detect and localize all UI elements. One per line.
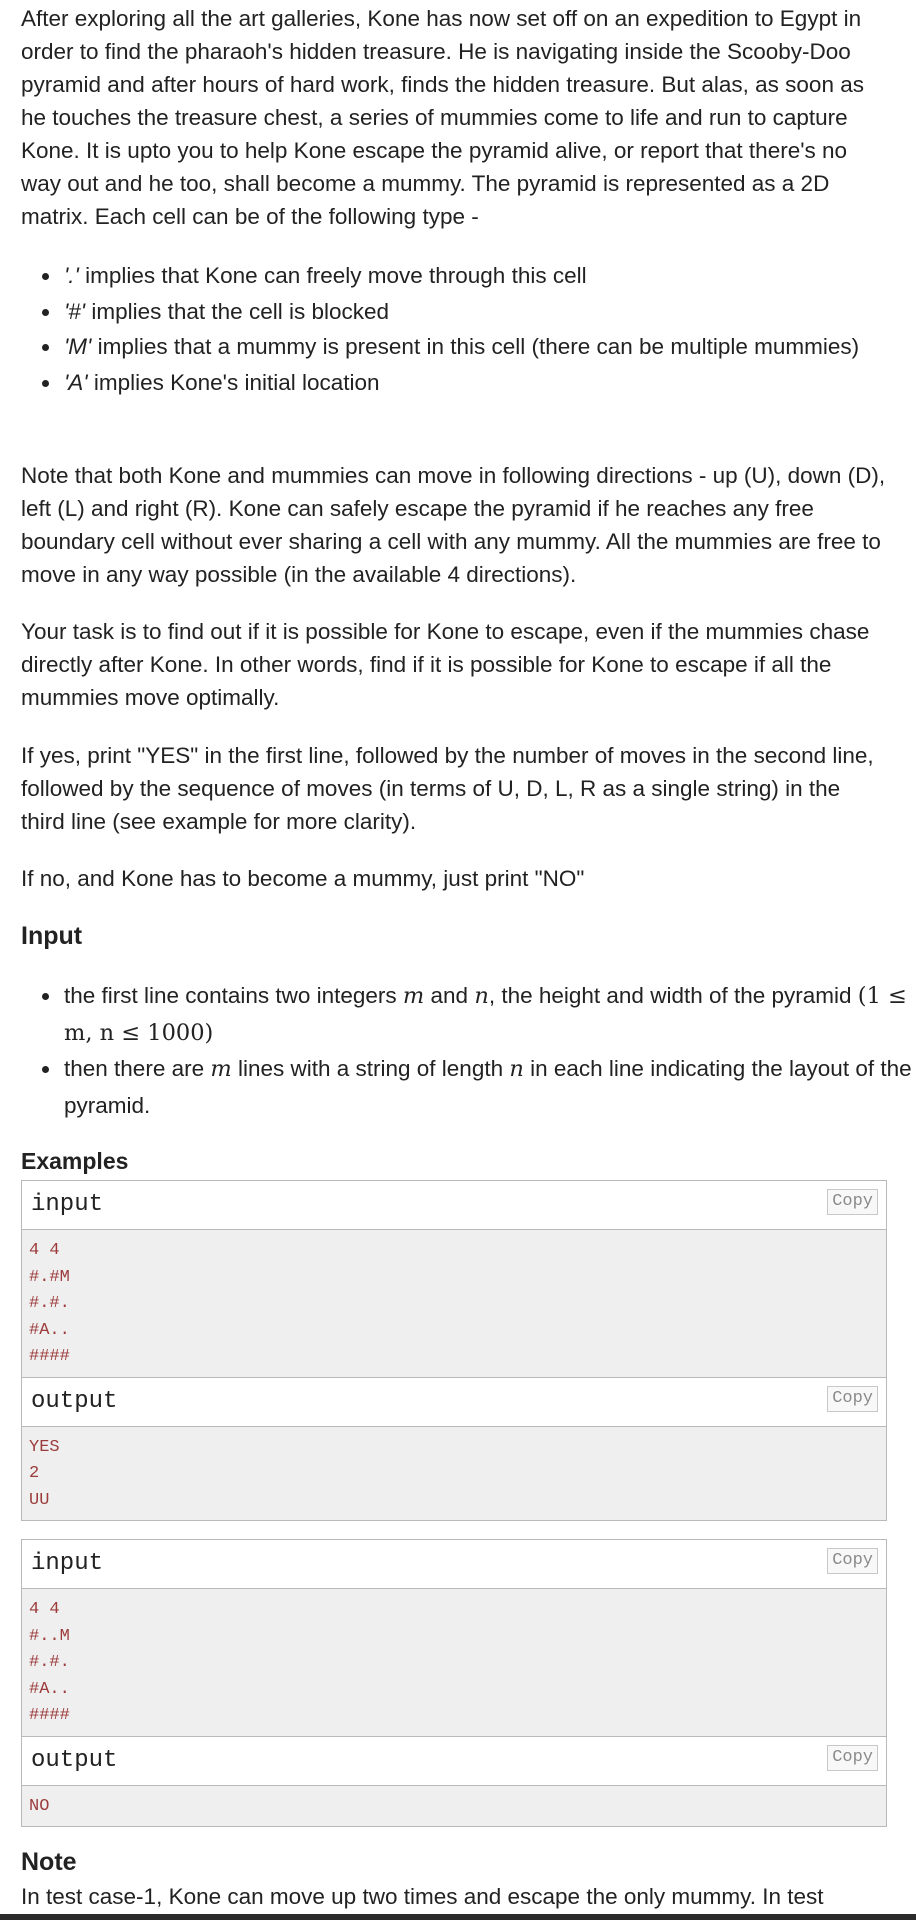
math-var: n xyxy=(509,1056,524,1082)
input-line: #.#. xyxy=(29,1653,70,1672)
list-item xyxy=(64,294,916,330)
input-line: 4 4 xyxy=(29,1241,60,1260)
intro-paragraph: After exploring all the art galleries, Kone has now set off on an expedition to Egypt in order to find the pharaoh's hidden treasure. He is navigating inside the Scooby-Doo pyramid and after hours of hard work, finds the hidden treasure. But alas, as soon as he touches the treasure chest, a series of mummies come to life and run to capture Kone. It is upto you to help Kone escape the pyramid alive, or report that there's no way out and he too, shall become a mummy. The pyramid is represented as a 2D matrix. Each cell can be of the following type - xyxy=(21,6,864,229)
spec-text: in each line indicating the layout of the pyramid. xyxy=(64,1056,912,1118)
copy-button[interactable]: Copy xyxy=(827,1386,878,1412)
example-input-header xyxy=(22,1181,886,1230)
output-line: UU xyxy=(29,1490,50,1510)
movement-paragraph: Note that both Kone and mummies can move in following directions - up (U), down (D), left (L) and right (R). Kone can safely escape the pyramid if he reaches any free boundary cell without ever sharing a cell with any mummy. All the mummies are free to move in any way possible (in the available 4 directions). xyxy=(21,463,886,587)
input-line: #### xyxy=(29,1347,70,1366)
example-block xyxy=(21,1539,887,1827)
list-item xyxy=(64,329,916,365)
input-line: 4 4 xyxy=(29,1600,60,1619)
cell-symbol: '#' xyxy=(64,298,86,324)
no-output-paragraph: If no, and Kone has to become a mummy, just print "NO" xyxy=(21,866,585,891)
input-line: #A.. xyxy=(29,1679,70,1699)
example-output-header xyxy=(22,1737,886,1786)
cell-description: implies that Kone can freely move through this cell xyxy=(78,263,587,288)
math-var: n xyxy=(474,983,489,1009)
spec-text: the first line contains two integers xyxy=(64,983,403,1008)
list-item xyxy=(64,1051,916,1123)
note-section-title: Note xyxy=(21,1848,77,1876)
copy-button[interactable]: Copy xyxy=(827,1548,878,1574)
cell-description: implies that a mummy is present in this cell (there can be multiple mummies) xyxy=(91,334,860,359)
output-label: output xyxy=(31,1387,118,1415)
output-line: NO xyxy=(29,1796,50,1816)
spec-text: and xyxy=(424,983,475,1008)
cell-symbol: '.' xyxy=(64,263,79,288)
yes-output-paragraph: If yes, print "YES" in the first line, followed by the number of moves in the second line, followed by the sequence of moves (in terms of U, D, L, R as a single string) in the third line (see example for more clarity). xyxy=(21,743,874,834)
spec-text: lines with a string of length xyxy=(231,1056,510,1081)
input-line: #.#M xyxy=(29,1267,70,1287)
cell-type-list xyxy=(21,258,916,400)
cell-description: implies that the cell is blocked xyxy=(85,298,390,324)
example-output-header xyxy=(22,1378,886,1427)
examples-title: Examples xyxy=(21,1148,129,1174)
input-line: #### xyxy=(29,1706,70,1725)
bottom-bar xyxy=(0,1914,916,1920)
spec-text: then there are xyxy=(64,1056,211,1081)
example-output-body xyxy=(22,1427,886,1521)
example-block xyxy=(21,1180,887,1521)
input-label: input xyxy=(31,1191,104,1218)
note-text: In test case-1, Kone can move up two times and escape the only mummy. In test xyxy=(21,1884,824,1909)
copy-button[interactable]: Copy xyxy=(827,1745,878,1771)
list-item xyxy=(64,978,916,1051)
input-section-title: Input xyxy=(21,922,83,950)
input-line: #A.. xyxy=(29,1320,70,1340)
input-spec-list xyxy=(21,978,916,1123)
cell-symbol: 'A' xyxy=(64,369,88,395)
copy-button[interactable]: Copy xyxy=(827,1189,878,1215)
example-input-body xyxy=(22,1230,886,1377)
output-line: YES xyxy=(29,1437,60,1457)
output-line: 2 xyxy=(29,1464,40,1483)
input-line: #.#. xyxy=(29,1294,70,1313)
example-output-body xyxy=(22,1786,886,1827)
example-input-body xyxy=(22,1589,886,1736)
cell-description: implies Kone's initial location xyxy=(87,369,380,395)
input-label: input xyxy=(31,1550,104,1577)
cell-symbol: 'M' xyxy=(64,334,92,359)
math-constraint: (1 ≤ m, n ≤ 1000) xyxy=(64,983,907,1046)
spec-text: , the height and width of the pyramid xyxy=(488,983,858,1008)
list-item xyxy=(64,365,916,401)
input-line: #..M xyxy=(29,1626,70,1646)
list-item xyxy=(64,258,916,294)
output-label: output xyxy=(31,1746,118,1774)
math-var: m xyxy=(402,983,425,1009)
example-input-header xyxy=(22,1540,886,1589)
task-paragraph: Your task is to find out if it is possible for Kone to escape, even if the mummies chase directly after Kone. In other words, find if it is possible for Kone to escape if all the mummies move optimally. xyxy=(21,619,870,710)
math-var: m xyxy=(210,1056,232,1082)
